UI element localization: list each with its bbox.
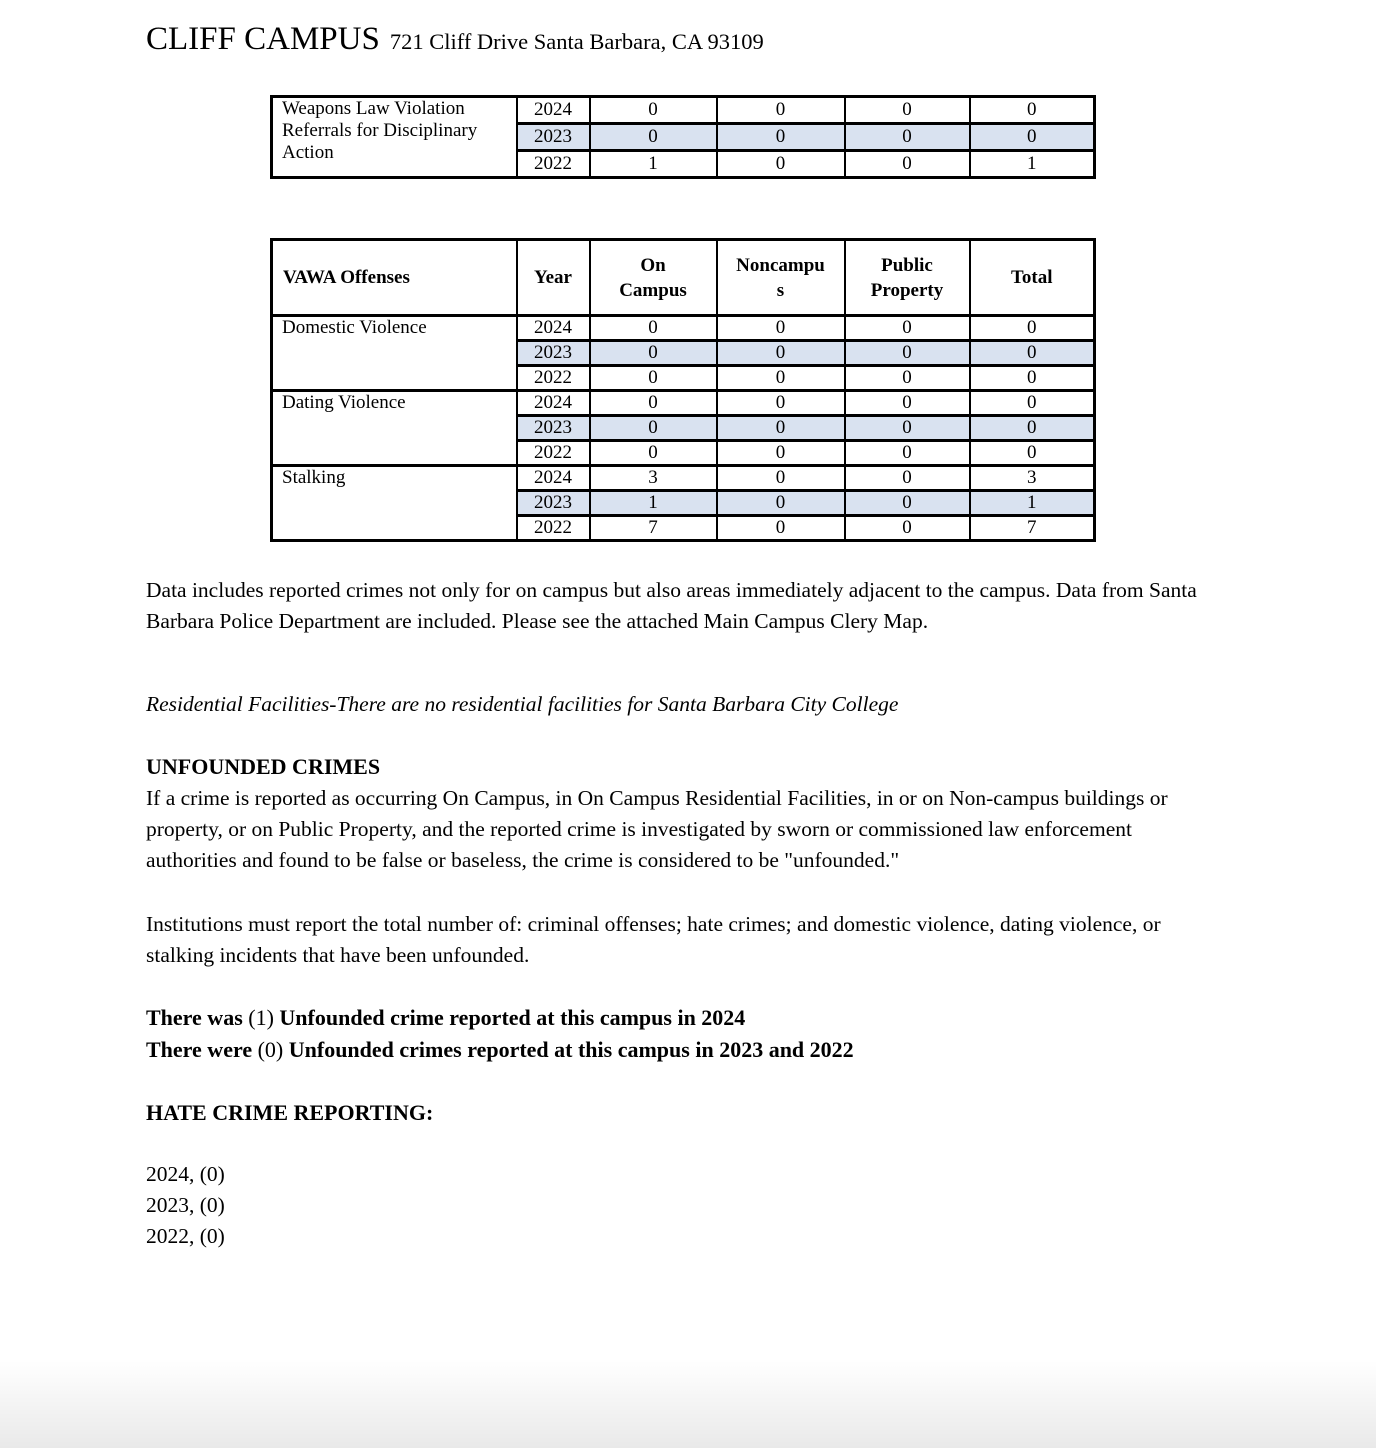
value-cell: 0 [717, 441, 845, 466]
year-cell: 2022 [517, 366, 590, 391]
vawa-header-label: Total [1010, 267, 1053, 288]
hate-crime-reporting-heading: HATE CRIME REPORTING: [146, 1100, 434, 1125]
value-cell: 0 [970, 124, 1095, 151]
value-cell: 0 [717, 516, 845, 541]
hate-crime-year-list [146, 1159, 1241, 1252]
document-page [146, 20, 1241, 1252]
value-cell: 0 [970, 391, 1095, 416]
unfounded-2024-prefix: There was [146, 1005, 243, 1030]
vawa-table-header [272, 240, 1095, 316]
year-cell: 2023 [517, 416, 590, 441]
year-cell: 2024 [517, 391, 590, 416]
weapons-law-violation-table [270, 95, 1096, 179]
unfounded-crimes-heading: UNFOUNDED CRIMES [146, 754, 381, 779]
campus-name: CLIFF CAMPUS [146, 21, 380, 57]
value-cell: 0 [845, 97, 970, 124]
vawa-header-vawa-offenses [272, 240, 517, 316]
value-cell: 0 [717, 341, 845, 366]
vawa-row-dating-violence-2024 [272, 391, 1095, 416]
value-cell: 0 [590, 441, 717, 466]
residential-facilities-note: Residential Facilities-There are no residential facilities for Santa Barbara City College [146, 692, 899, 716]
vawa-offenses-table [270, 238, 1096, 542]
campus-address: 721 Cliff Drive Santa Barbara, CA 93109 [389, 29, 764, 54]
vawa-offense-label: Domestic Violence [272, 316, 517, 391]
value-cell: 0 [717, 366, 845, 391]
vawa-header-row [272, 240, 1095, 316]
year-cell: 2023 [517, 491, 590, 516]
value-cell: 1 [590, 151, 717, 178]
page-bottom-fade [0, 1360, 1376, 1448]
value-cell: 0 [590, 366, 717, 391]
value-cell: 0 [845, 341, 970, 366]
value-cell: 0 [845, 151, 970, 178]
value-cell: 0 [970, 416, 1095, 441]
vawa-offense-label: Stalking [272, 466, 517, 541]
unfounded-count-2024-line [146, 1002, 1241, 1034]
value-cell: 0 [590, 97, 717, 124]
value-cell: 7 [970, 516, 1095, 541]
vawa-row-stalking-2024 [272, 466, 1095, 491]
weapons-offense-label: Weapons Law Violation Referrals for Disciplinary Action [272, 97, 517, 178]
year-cell: 2022 [517, 151, 590, 178]
vawa-header-label: On Campus [619, 254, 687, 301]
value-cell: 0 [845, 466, 970, 491]
page-title [146, 20, 1241, 58]
unfounded-2024-suffix: Unfounded crime reported at this campus in 2024 [279, 1005, 746, 1030]
vawa-table-body [272, 316, 1095, 541]
data-note-paragraph: Data includes reported crimes not only for on campus but also areas immediately adjacent to the campus. Data from Santa Barbara Police Department are included. Please see the attached Main Campus Clery Map. [146, 578, 1197, 633]
vawa-header-on-campus [590, 240, 717, 316]
value-cell: 0 [717, 391, 845, 416]
value-cell: 0 [590, 316, 717, 341]
value-cell: 0 [845, 316, 970, 341]
year-cell: 2022 [517, 441, 590, 466]
value-cell: 0 [845, 124, 970, 151]
value-cell: 3 [590, 466, 717, 491]
hate-crime-year-2022: 2022, (0) [146, 1224, 225, 1248]
value-cell: 3 [970, 466, 1095, 491]
value-cell: 0 [590, 391, 717, 416]
vawa-offense-label: Dating Violence [272, 391, 517, 466]
year-cell: 2022 [517, 516, 590, 541]
value-cell: 0 [590, 341, 717, 366]
value-cell: 0 [970, 316, 1095, 341]
value-cell: 0 [590, 416, 717, 441]
vawa-header-label: VAWA Offenses [283, 267, 410, 288]
vawa-header-total [970, 240, 1095, 316]
vawa-header-label: Year [534, 267, 572, 288]
hate-crime-year-2024: 2024, (0) [146, 1162, 225, 1186]
value-cell: 0 [717, 416, 845, 441]
year-cell: 2023 [517, 341, 590, 366]
unfounded-prev-count: (0) [257, 1037, 284, 1062]
value-cell: 0 [717, 466, 845, 491]
year-cell: 2024 [517, 97, 590, 124]
value-cell: 0 [970, 366, 1095, 391]
unfounded-prev-suffix: Unfounded crimes reported at this campus in 2023 and 2022 [288, 1037, 854, 1062]
unfounded-count-prev-line [146, 1034, 1241, 1066]
value-cell: 0 [717, 97, 845, 124]
vawa-header-label: Public Property [870, 254, 944, 301]
value-cell: 0 [845, 491, 970, 516]
vawa-header-label: Noncampus [736, 254, 825, 301]
unfounded-requirement-paragraph: Institutions must report the total number of: criminal offenses; hate crimes; and domestic violence, dating violence, or stalking incidents that have been unfounded. [146, 912, 1161, 967]
vawa-row-domestic-violence-2024 [272, 316, 1095, 341]
value-cell: 0 [845, 366, 970, 391]
value-cell: 0 [970, 441, 1095, 466]
hate-crime-year-2023: 2023, (0) [146, 1193, 225, 1217]
value-cell: 0 [717, 491, 845, 516]
value-cell: 1 [970, 151, 1095, 178]
value-cell: 1 [970, 491, 1095, 516]
value-cell: 0 [717, 316, 845, 341]
vawa-header-public-property [845, 240, 970, 316]
value-cell: 0 [845, 516, 970, 541]
year-cell: 2024 [517, 466, 590, 491]
value-cell: 0 [845, 416, 970, 441]
value-cell: 1 [590, 491, 717, 516]
value-cell: 0 [590, 124, 717, 151]
vawa-header-year [517, 240, 590, 316]
unfounded-prev-prefix: There were [146, 1037, 253, 1062]
value-cell: 0 [717, 124, 845, 151]
year-cell: 2023 [517, 124, 590, 151]
value-cell: 0 [845, 391, 970, 416]
unfounded-counts [146, 1002, 1241, 1066]
value-cell: 0 [717, 151, 845, 178]
year-cell: 2024 [517, 316, 590, 341]
value-cell: 0 [845, 441, 970, 466]
weapons-table-body [272, 97, 1095, 178]
unfounded-2024-count: (1) [248, 1005, 274, 1030]
value-cell: 0 [970, 97, 1095, 124]
vawa-header-noncampus [717, 240, 845, 316]
unfounded-definition-paragraph: If a crime is reported as occurring On Campus, in On Campus Residential Facilities, in or on Non-campus buildings or property, or on Public Property, and the reported crime is investigated by sworn or commissioned law enforcement authorities and found to be false or baseless, the crime is considered to be "unfounded." [146, 786, 1168, 872]
value-cell: 7 [590, 516, 717, 541]
weapons-table-row-2024 [272, 97, 1095, 124]
value-cell: 0 [970, 341, 1095, 366]
